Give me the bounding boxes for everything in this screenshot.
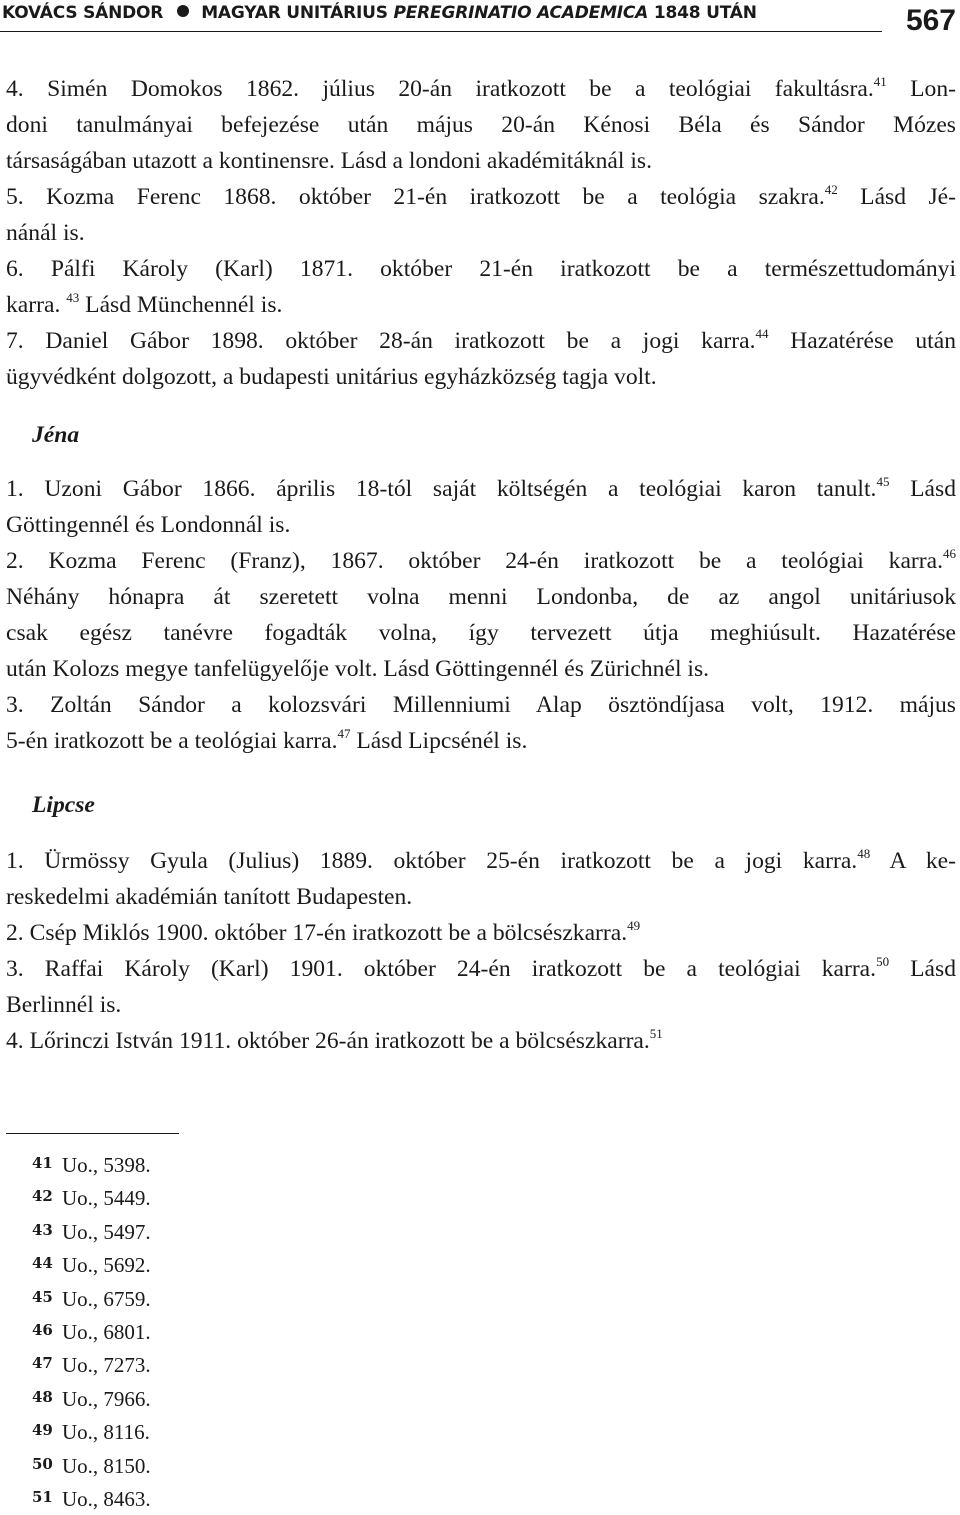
footnote	[6, 1148, 406, 1181]
header-rule	[0, 31, 882, 32]
footnote	[6, 1315, 406, 1348]
footnote-number: 49	[32, 1421, 53, 1440]
footnote-text: Uo., 5449.	[62, 1186, 151, 1211]
text-line: 1. Ürmössy Gyula (Julius) 1889. október 25-én iratkozott be a jogi karra.$^{48}$ A ke-	[6, 846, 957, 874]
footnote-ref[interactable]: 51	[649, 1026, 663, 1041]
footnote-number: 51	[32, 1488, 53, 1507]
running-header	[0, 0, 960, 40]
footnote-rule	[6, 1133, 179, 1134]
footnote-text: Uo., 8150.	[62, 1453, 151, 1478]
footnote-ref[interactable]: 41	[873, 74, 887, 89]
footnote-number: 45	[32, 1287, 53, 1306]
footnote-number: 46	[32, 1321, 53, 1340]
text-line: 2. Csép Miklós 1900. október 17-én iratkozott be a bölcsészkarra.$^{49}$	[6, 918, 641, 946]
footnote	[6, 1415, 406, 1448]
footnote-ref[interactable]: 48	[857, 846, 871, 861]
footnote	[6, 1181, 406, 1214]
footnote	[6, 1482, 406, 1515]
running-header-title	[2, 3, 757, 23]
footnote-number: 43	[32, 1220, 53, 1239]
footnote-ref[interactable]: 50	[876, 954, 890, 969]
text-line: doni tanulmányai befejezése után május 20-án Kénosi Béla és Sándor Mózes	[6, 112, 956, 138]
text-line: Göttingennél és Londonnál is.	[6, 512, 291, 538]
footnote-number: 47	[32, 1354, 53, 1373]
text-line: 5. Kozma Ferenc 1868. október 21-én iratkozott be a teológia szakra.$^{42}$ Lásd Jé-	[6, 182, 956, 210]
footnote-number: 50	[32, 1454, 53, 1473]
footnote-text: Uo., 5497.	[62, 1219, 151, 1244]
footnote	[6, 1282, 406, 1315]
section-heading-jena: Jéna	[32, 422, 80, 448]
footnote-text: Uo., 7273.	[62, 1353, 151, 1378]
text-line: nánál is.	[6, 220, 85, 246]
footnote-ref[interactable]: 49	[627, 918, 641, 933]
header-title-prefix: MAGYAR UNITÁRIUS	[201, 3, 394, 23]
footnote-text: Uo., 6801.	[62, 1320, 151, 1345]
footnote-text: Uo., 5692.	[62, 1253, 151, 1278]
footnote-number: 41	[32, 1154, 53, 1172]
section-heading-lipcse: Lipcse	[32, 792, 95, 818]
text-line: 2. Kozma Ferenc (Franz), 1867. október 24-én iratkozott be a teológiai karra.$^{46}$	[6, 546, 956, 574]
text-line: 6. Pálfi Károly (Karl) 1871. október 21-én iratkozott be a természettudományi	[6, 256, 956, 282]
text-line: 7. Daniel Gábor 1898. október 28-án iratkozott be a jogi karra.$^{44}$ Hazatérése után	[6, 326, 956, 354]
footnote	[6, 1348, 406, 1381]
page-number: 567	[905, 4, 956, 37]
footnote-text: Uo., 6759.	[62, 1286, 151, 1311]
header-author: KOVÁCS SÁNDOR	[2, 3, 164, 23]
footnote-number: 44	[32, 1254, 53, 1273]
footnote	[6, 1248, 406, 1281]
footnote-ref[interactable]: 43	[66, 290, 80, 305]
text-line: 1. Uzoni Gábor 1866. április 18-tól saját költségén a teológiai karon tanult.$^{45}$ Lásd	[6, 474, 956, 502]
text-line: ügyvédként dolgozott, a budapesti unitárius egyházközség tagja volt.	[6, 364, 657, 390]
footnote-number: 48	[32, 1387, 53, 1406]
text-line: Berlinnél is.	[6, 992, 122, 1018]
text-line: Néhány hónapra át szeretett volna menni Londonba, de az angol unitáriusok	[6, 584, 956, 610]
text-line: reskedelmi akadémián tanított Budapesten.	[6, 884, 413, 910]
bullet-dot-icon	[177, 5, 189, 17]
text-line: után Kolozs megye tanfelügyelője volt. Lásd Göttingennél és Zürichnél is.	[6, 656, 710, 682]
text-line: 3. Zoltán Sándor a kolozsvári Millenniumi Alap ösztöndíjasa volt, 1912. május	[6, 692, 956, 718]
footnote-text: Uo., 5398.	[62, 1153, 151, 1177]
text-line: 3. Raffai Károly (Karl) 1901. október 24-én iratkozott be a teológiai karra.$^{50}$ Lásd	[6, 954, 956, 982]
text-line: 4. Simén Domokos 1862. július 20-án iratkozott be a teológiai fakultásra.$^{41}$ Lon-	[6, 74, 957, 102]
header-title-suffix: 1848 UTÁN	[648, 3, 757, 23]
footnote-number: 42	[32, 1187, 53, 1206]
text-line: 5-én iratkozott be a teológiai karra.$^{47}$ Lásd Lipcsénél is.	[6, 726, 528, 754]
text-line: karra. $^{43}$ Lásd Münchennél is.	[6, 290, 283, 318]
footnote-ref[interactable]: 47	[337, 726, 351, 741]
text-line: társaságában utazott a kontinensre. Lásd a londoni akadémitáknál is.	[6, 148, 652, 174]
footnote	[6, 1449, 406, 1482]
footnote-ref[interactable]: 45	[876, 474, 890, 489]
text-line: 4. Lőrinczi István 1911. október 26-án iratkozott be a bölcsészkarra.$^{51}$	[6, 1026, 663, 1054]
footnote-text: Uo., 8116.	[62, 1420, 150, 1445]
main-text	[6, 71, 956, 1059]
footnote	[6, 1215, 406, 1248]
footnotes	[6, 1148, 406, 1515]
footnote-ref[interactable]: 44	[755, 326, 769, 341]
header-title-italic: PEREGRINATIO ACADEMICA	[393, 3, 649, 23]
footnote-ref[interactable]: 46	[943, 546, 956, 561]
footnote-text: Uo., 8463.	[62, 1487, 151, 1512]
footnote-text: Uo., 7966.	[62, 1386, 151, 1411]
footnote	[6, 1382, 406, 1415]
text-line: csak egész tanévre fogadták volna, így tervezett útja meghiúsult. Hazatérése	[6, 620, 956, 646]
footnote-ref[interactable]: 42	[824, 182, 838, 197]
